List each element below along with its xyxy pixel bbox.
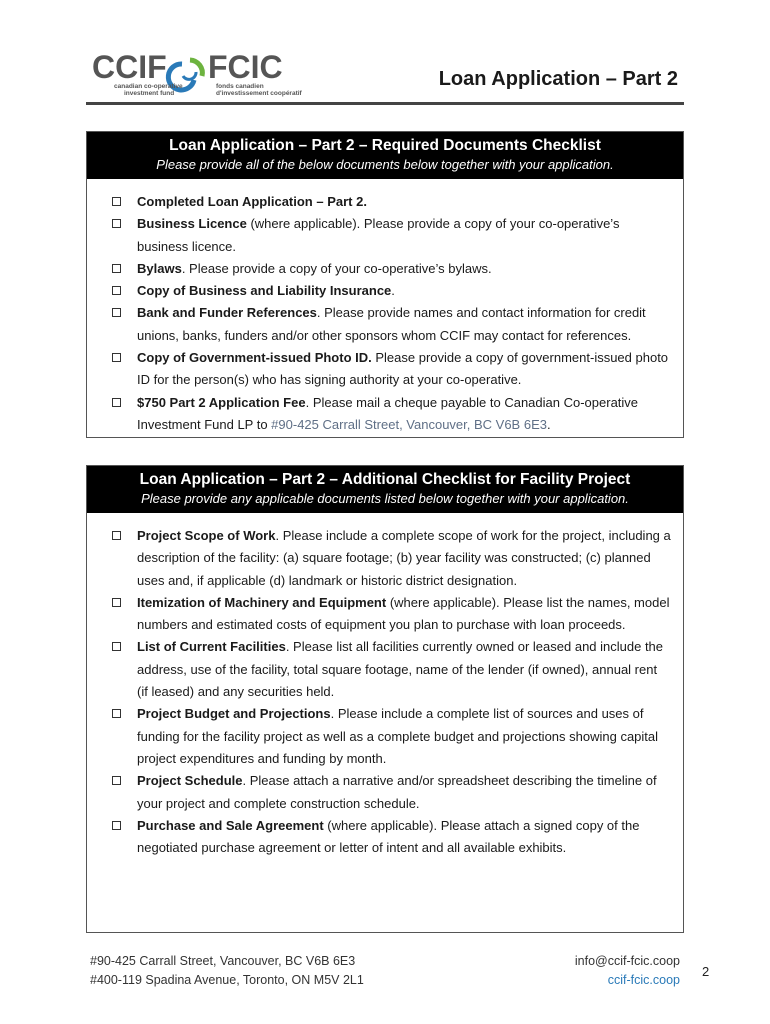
logo-fcic-text: FCIC	[208, 49, 283, 85]
item-text: . Please include a complete list of sources and uses of funding for the facility project as well as a complete budget and projections showing capital project expenditures and funding by month.	[137, 706, 659, 766]
checkbox[interactable]	[112, 197, 121, 206]
website-link[interactable]: ccif-fcic.coop	[607, 973, 680, 987]
item-title: Bank and Funder References	[137, 305, 317, 321]
checklist-item-budget	[87, 703, 683, 770]
logo-en-line1: canadian co-operative	[114, 83, 183, 90]
checklist	[87, 191, 683, 436]
checkbox[interactable]	[112, 353, 121, 362]
item-title: Purchase and Sale Agreement	[137, 817, 324, 833]
vancouver-address: #90-425 Carrall Street, Vancouver, BC V6B 6E3	[90, 954, 356, 968]
item-text: (where applicable). Please provide a copy of your co-operative’s business licence.	[137, 216, 620, 254]
checklist-item-photo-id	[87, 347, 683, 392]
item-text: (where applicable). Please attach a signed copy of the negotiated purchase agreement or letter of intent and all available exhibits.	[137, 817, 640, 856]
checkbox[interactable]	[112, 531, 121, 540]
checklist-item-schedule	[87, 770, 683, 815]
checklist-item-completed-application	[87, 191, 683, 213]
checklist-item-business-licence	[87, 213, 683, 258]
checkbox[interactable]	[112, 642, 121, 651]
section-subtitle: Please provide all of the below documents below together with your application.	[156, 157, 614, 172]
section-header	[87, 466, 683, 513]
checklist-item-references	[87, 302, 683, 347]
checkbox[interactable]	[112, 308, 121, 317]
checkbox[interactable]	[112, 776, 121, 785]
item-text: . Please list all facilities currently owned or leased and include the address, use of the facility, total square footage, name of the lender (if owned), annual rent (if leased) and any securities held.	[137, 639, 664, 700]
logo-en-line2: investment fund	[124, 90, 175, 97]
item-text: . Please provide names and contact information for credit unions, banks, funders and/or other sponsors whom CCIF may contact for references.	[137, 305, 646, 343]
logo-ccif-text: CCIF	[92, 49, 167, 85]
mailing-address-link[interactable]: #90-425 Carrall Street, Vancouver, BC V6B 6E3	[271, 416, 547, 432]
checklist-item-scope-of-work	[87, 525, 683, 592]
item-title: Business Licence	[137, 216, 247, 232]
facility-project-section	[86, 465, 684, 933]
item-title: $750 Part 2 Application Fee	[137, 394, 306, 410]
checkbox[interactable]	[112, 219, 121, 228]
email-link[interactable]: info@ccif-fcic.coop	[574, 954, 680, 968]
item-title: Project Budget and Projections	[137, 706, 331, 722]
section-header	[87, 132, 683, 179]
item-text: . Please provide a copy of your co-operative’s bylaws.	[181, 260, 492, 276]
checklist-item-current-facilities	[87, 636, 683, 703]
checkbox[interactable]	[112, 821, 121, 830]
page-header	[86, 40, 684, 102]
section-title: Loan Application – Part 2 – Required Documents Checklist	[169, 137, 601, 154]
checklist-item-machinery	[87, 592, 683, 637]
ccif-fcic-logo	[90, 42, 305, 100]
item-title: Copy of Business and Liability Insurance	[137, 283, 392, 299]
toronto-address: #400-119 Spadina Avenue, Toronto, ON M5V 2L1	[90, 973, 364, 987]
item-title: Project Scope of Work	[137, 528, 276, 543]
item-title: Project Schedule	[137, 773, 243, 789]
page-title: Loan Application – Part 2	[438, 68, 678, 90]
checklist-item-purchase-agreement	[87, 815, 683, 860]
item-text: Please provide a copy of government-issued photo ID for the person(s) who has signing authority at your co-operative.	[137, 350, 669, 388]
checklist-item-application-fee	[87, 392, 683, 437]
header-divider	[86, 102, 684, 105]
checkbox[interactable]	[112, 286, 121, 295]
item-title: Bylaws	[137, 260, 182, 276]
checkbox[interactable]	[112, 598, 121, 607]
item-title: List of Current Facilities	[137, 639, 286, 655]
checklist-item-bylaws	[87, 258, 683, 280]
footer-contact	[575, 952, 680, 990]
logo-fr-line1: fonds canadien	[216, 83, 264, 90]
section-title: Loan Application – Part 2 – Additional Checklist for Facility Project	[139, 471, 631, 488]
item-text: . Please include a complete scope of work for the project, including a description of the facility: (a) square footage; (b) year facility was constructed; (c) planned uses and, if applicable (d) landmark or historic district designation.	[137, 528, 671, 588]
checklist	[87, 525, 683, 859]
item-title: Itemization of Machinery and Equipment	[137, 594, 387, 610]
required-documents-section	[86, 131, 684, 438]
checkbox[interactable]	[112, 398, 121, 407]
footer-addresses	[90, 952, 364, 990]
item-text: .	[391, 283, 395, 299]
item-text: (where applicable). Please list the names, model numbers and estimated costs of equipment you plan to purchase with loan proceeds.	[137, 594, 670, 633]
section-subtitle: Please provide any applicable documents listed below together with your application.	[141, 491, 629, 506]
checklist-item-insurance	[87, 280, 683, 302]
checkbox[interactable]	[112, 709, 121, 718]
item-text: . Please mail a cheque payable to Canadian Co-operative Investment Fund LP to	[137, 394, 639, 432]
item-text: . Please attach a narrative and/or spreadsheet describing the timeline of your project and complete construction schedule.	[137, 773, 657, 811]
item-title: Copy of Government-issued Photo ID.	[137, 350, 372, 366]
item-text-tail: .	[546, 416, 551, 432]
checkbox[interactable]	[112, 264, 121, 273]
item-title: Completed Loan Application – Part 2.	[137, 194, 367, 209]
logo-fr-line2: d'investissement coopératif	[216, 90, 302, 97]
page-number: 2	[702, 964, 710, 979]
